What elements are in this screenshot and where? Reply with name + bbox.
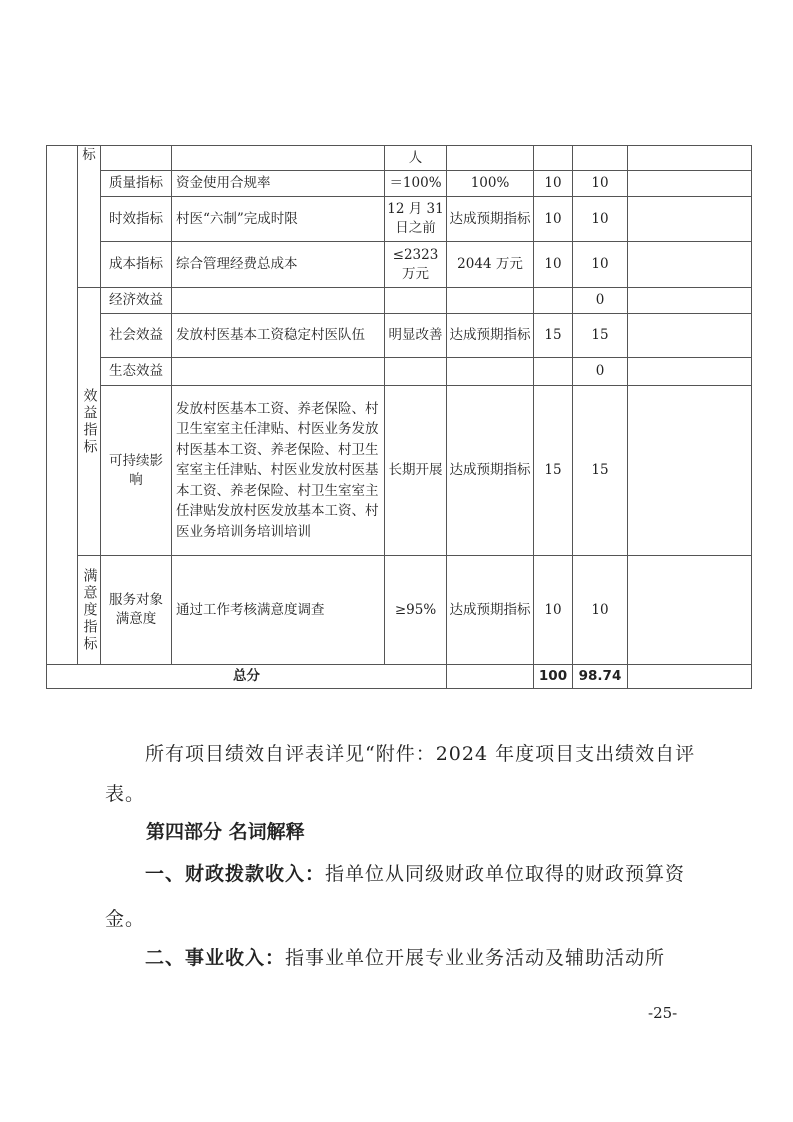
weight-cell: 15 bbox=[534, 386, 573, 556]
table-row bbox=[47, 146, 752, 171]
target-cell bbox=[385, 288, 447, 314]
indicator-cell bbox=[172, 288, 385, 314]
table-row bbox=[47, 556, 752, 665]
score-cell bbox=[573, 146, 628, 171]
weight-cell bbox=[534, 288, 573, 314]
level3-cell bbox=[101, 146, 172, 171]
indicator-cell: 综合管理经费总成本 bbox=[172, 242, 385, 288]
definition-text: 指事业单位开展专业业务活动及辅助活动所 bbox=[285, 947, 666, 969]
total-row bbox=[47, 665, 752, 689]
remark-cell bbox=[628, 358, 752, 386]
table-row bbox=[47, 171, 752, 197]
table-row bbox=[47, 242, 752, 288]
definition-term: 一、财政拨款收入： bbox=[145, 863, 326, 885]
remark-cell bbox=[628, 288, 752, 314]
target-cell: ≤2323 万元 bbox=[385, 242, 447, 288]
score-cell: 15 bbox=[573, 386, 628, 556]
weight-cell: 10 bbox=[534, 171, 573, 197]
score-cell: 10 bbox=[573, 242, 628, 288]
total-weight: 100 bbox=[534, 665, 573, 689]
score-cell: 10 bbox=[573, 171, 628, 197]
actual-cell: 达成预期指标 bbox=[447, 386, 534, 556]
remark-cell bbox=[628, 146, 752, 171]
definition-fiscal-income bbox=[105, 852, 705, 942]
weight-cell: 10 bbox=[534, 242, 573, 288]
actual-cell: 达成预期指标 bbox=[447, 556, 534, 665]
weight-cell bbox=[534, 358, 573, 386]
table-row bbox=[47, 288, 752, 314]
weight-cell: 15 bbox=[534, 314, 573, 358]
level3-cell: 成本指标 bbox=[101, 242, 172, 288]
target-cell bbox=[385, 358, 447, 386]
target-cell: ＝100% bbox=[385, 171, 447, 197]
actual-cell bbox=[447, 146, 534, 171]
total-remark bbox=[628, 665, 752, 689]
section-heading: 第四部分 名词解释 bbox=[146, 821, 305, 843]
total-actual bbox=[447, 665, 534, 689]
weight-cell: 10 bbox=[534, 556, 573, 665]
remark-cell bbox=[628, 242, 752, 288]
actual-cell: 达成预期指标 bbox=[447, 314, 534, 358]
indicator-cell: 资金使用合规率 bbox=[172, 171, 385, 197]
weight-cell: 10 bbox=[534, 197, 573, 242]
score-cell: 10 bbox=[573, 197, 628, 242]
actual-cell: 达成预期指标 bbox=[447, 197, 534, 242]
level3-cell: 生态效益 bbox=[101, 358, 172, 386]
performance-table bbox=[46, 145, 752, 689]
remark-cell bbox=[628, 556, 752, 665]
level3-cell: 可持续影响 bbox=[101, 386, 172, 556]
level3-cell: 社会效益 bbox=[101, 314, 172, 358]
paragraph-attachment: 所有项目绩效自评表详见“附件：2024 年度项目支出绩效自评表。 bbox=[105, 743, 696, 805]
score-cell: 0 bbox=[573, 358, 628, 386]
level2-cell: 标 bbox=[78, 146, 101, 288]
level1-cell bbox=[47, 146, 78, 665]
indicator-cell: 发放村医基本工资、养老保险、村卫生室室主任津贴、村医业务发放村医基本工资、养老保险、村卫生室室主任津贴、村医业发放村医基本工资、养老保险、村卫生室室主任津贴发放村医发放基本工资、村医业务培训务培训培训 bbox=[172, 386, 385, 556]
table-row bbox=[47, 314, 752, 358]
indicator-cell: 发放村医基本工资稳定村医队伍 bbox=[172, 314, 385, 358]
score-cell: 10 bbox=[573, 556, 628, 665]
definition-term: 二、事业收入： bbox=[145, 947, 286, 969]
remark-cell bbox=[628, 386, 752, 556]
indicator-cell: 通过工作考核满意度调查 bbox=[172, 556, 385, 665]
actual-cell bbox=[447, 288, 534, 314]
score-cell: 15 bbox=[573, 314, 628, 358]
target-cell: 12 月 31 日之前 bbox=[385, 197, 447, 242]
level3-cell: 经济效益 bbox=[101, 288, 172, 314]
level2-cell: 效益指标 bbox=[78, 288, 101, 556]
indicator-cell bbox=[172, 358, 385, 386]
remark-cell bbox=[628, 197, 752, 242]
target-cell: 人 bbox=[385, 146, 447, 171]
definition-text: 指单位从同级财政单位取得的财政预算资金。 bbox=[105, 863, 686, 930]
level3-cell: 时效指标 bbox=[101, 197, 172, 242]
table-row bbox=[47, 386, 752, 556]
indicator-cell: 村医“六制”完成时限 bbox=[172, 197, 385, 242]
level2-cell: 满意度指标 bbox=[78, 556, 101, 665]
table-row bbox=[47, 197, 752, 242]
total-score: 98.74 bbox=[573, 665, 628, 689]
target-cell: 明显改善 bbox=[385, 314, 447, 358]
total-label: 总分 bbox=[47, 665, 447, 689]
weight-cell bbox=[534, 146, 573, 171]
actual-cell: 100% bbox=[447, 171, 534, 197]
remark-cell bbox=[628, 314, 752, 358]
indicator-cell bbox=[172, 146, 385, 171]
table-row bbox=[47, 358, 752, 386]
target-cell: 长期开展 bbox=[385, 386, 447, 556]
remark-cell bbox=[628, 171, 752, 197]
actual-cell bbox=[447, 358, 534, 386]
actual-cell: 2044 万元 bbox=[447, 242, 534, 288]
page-number: -25- bbox=[648, 1004, 678, 1022]
score-cell: 0 bbox=[573, 288, 628, 314]
level3-cell: 质量指标 bbox=[101, 171, 172, 197]
target-cell: ≥95% bbox=[385, 556, 447, 665]
definition-business-income bbox=[105, 942, 705, 974]
level3-cell: 服务对象满意度 bbox=[101, 556, 172, 665]
